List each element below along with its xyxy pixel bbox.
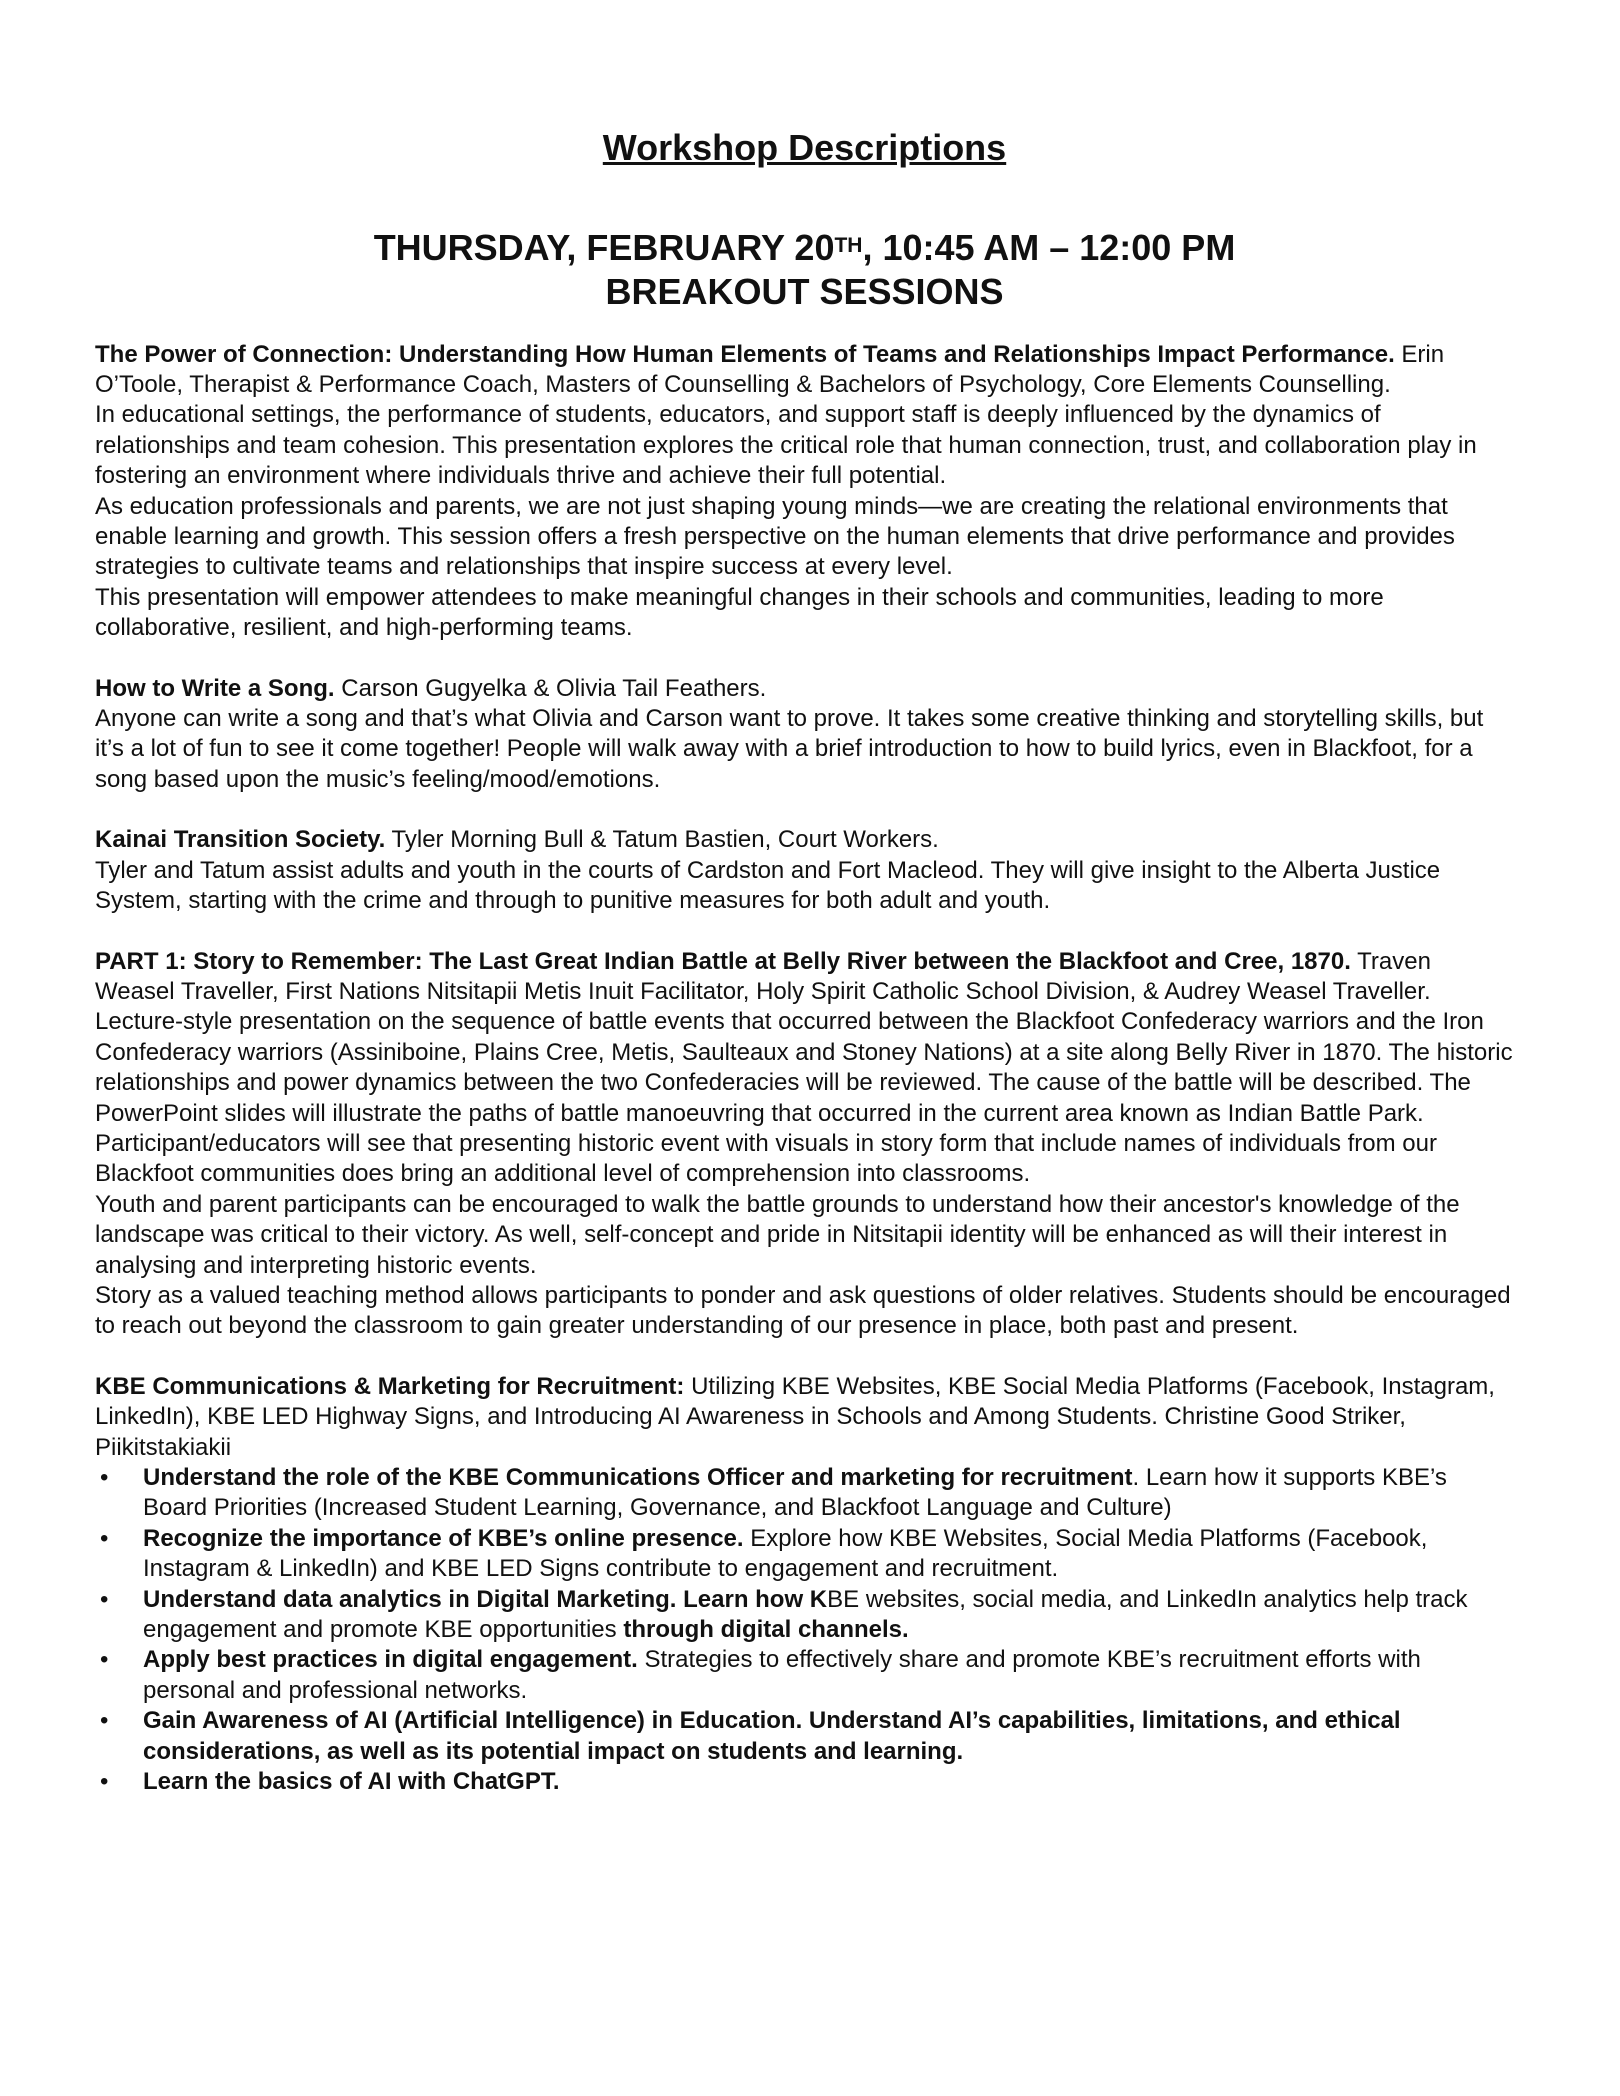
session-header [95,340,1514,401]
session-title: Kainai Transition Society. [95,826,386,854]
session-presenters: Erin O’Toole, Therapist & Performance Coach, Masters of Counselling & Bachelors of Psychology, Core Elements Counselling. [95,340,1445,398]
session-paragraph: Tyler and Tatum assist adults and youth in the courts of Cardston and Fort Macleod. They will give insight to the Alberta Justice System, starting with the crime and through to punitive measures for both adult and youth. [95,856,1441,915]
bullet-text: Explore how KBE Websites, Social Media Platforms (Facebook, Instagram & LinkedIn) and KBE LED Signs contribute to engagement and recruitment. [143,1524,1428,1583]
session-header [95,1372,1514,1463]
bullet-icon: • [100,1464,109,1491]
session-presenters: Carson Gugyelka & Olivia Tail Feathers. [334,674,767,702]
bullet-bold: Learn the basics of AI with ChatGPT. [143,1768,560,1796]
session-title: The Power of Connection: Understanding How Human Elements of Teams and Relationships Impact Performance. [95,340,1395,368]
date-time-range: , 10:45 AM – 12:00 PM [862,226,1236,268]
list-item [95,1524,1514,1585]
session-title: How to Write a Song. [95,674,335,702]
session-paragraph: Story as a valued teaching method allows participants to ponder and ask questions of older relatives. Students should be encouraged to reach out beyond the classroom to gain greater understanding of our presence in place, both past and present. [95,1281,1511,1340]
session-intro: Utilizing KBE Websites, KBE Social Media Platforms (Facebook, Instagram, LinkedIn), KBE LED Highway Signs, and Introducing AI Awareness in Schools and Among Students. Christine Good Striker, Piikitstakiakii [95,1372,1495,1461]
date-main: THURSDAY, FEBRUARY 20 [373,226,835,268]
session-paragraph: This presentation will empower attendees to make meaningful changes in their schools and communities, leading to more collaborative, resilient, and high-performing teams. [95,583,1384,642]
list-item [95,1585,1514,1646]
session-header [95,674,1514,704]
sessions-list [95,340,1514,1798]
bullet-text: BE websites, social media, and LinkedIn analytics help track engagement and promote KBE opportunities [143,1585,1468,1644]
session-story-to-remember [95,947,1514,1342]
bullet-bold-end: through digital channels. [623,1616,909,1644]
session-paragraph: Participant/educators will see that presenting historic event with visuals in story form that include names of individuals from our Blackfoot communities does bring an additional level of comprehension into classrooms. [95,1129,1437,1188]
bullet-icon: • [100,1707,109,1735]
session-kbe-communications [95,1372,1514,1798]
list-item [95,1645,1514,1706]
session-kainai-transition-society [95,825,1514,916]
list-item [95,1706,1514,1767]
session-power-of-connection [95,340,1514,644]
bullet-bold: Gain Awareness of AI (Artificial Intelligence) in Education. Understand AI’s capabilities, limitations, and ethical considerations, as well as its potential impact on students and learning. [143,1707,1401,1765]
session-presenters: Traven Weasel Traveller, First Nations Nitsitapii Metis Inuit Facilitator, Holy Spirit Catholic School Division, & Audrey Weasel Traveller. [95,947,1431,1005]
session-title: PART 1: Story to Remember: The Last Great Indian Battle at Belly River between the Blackfoot and Cree, 1870. [95,947,1351,975]
session-paragraph: Anyone can write a song and that’s what Olivia and Carson want to prove. It takes some creative thinking and storytelling skills, but it’s a lot of fun to see it come together! People will walk away with a brief introduction to how to build lyrics, even in Blackfoot, for a song based upon the music’s feeling/mood/emotions. [95,705,1484,793]
bullet-bold: Recognize the importance of KBE’s online presence. [143,1524,744,1552]
bullet-icon: • [100,1768,109,1796]
bullet-bold: Apply best practices in digital engagement. [143,1646,638,1674]
bullet-icon: • [100,1646,109,1674]
kbe-bullet-list [95,1463,1514,1797]
bullet-bold: Understand data analytics in Digital Marketing. Learn how K [143,1585,828,1613]
session-paragraph: Lecture-style presentation on the sequence of battle events that occurred between the Blackfoot Confederacy warriors and the Iron Confederacy warriors (Assiniboine, Plains Cree, Metis, Saulteaux and Stoney Nations) at a site along Belly River in 1870. The historic relationships and power dynamics between the two Confederacies will be reviewed. The cause of the battle will be described. The PowerPoint slides will illustrate the paths of battle manoeuvring that occurred in the current area known as Indian Battle Park. [95,1008,1513,1127]
bullet-icon: • [100,1524,109,1552]
bullet-text: . Learn how it supports KBE’s Board Priorities (Increased Student Learning, Governance, and Blackfoot Language and Culture) [143,1464,1447,1522]
document-title: Workshop Descriptions [602,127,1007,168]
list-item [95,1767,1514,1797]
bullet-bold: Understand the role of the KBE Communications Officer and marketing for recruitment [143,1464,1133,1491]
date-ordinal-suffix: TH [834,233,863,257]
session-write-a-song [95,674,1514,796]
session-paragraph: As education professionals and parents, we are not just shaping young minds—we are creating the relational environments that enable learning and growth. This session offers a fresh perspective on the human elements that drive performance and provides strategies to cultivate teams and relationships that inspire success at every level. [95,492,1455,581]
session-date-time [95,226,1514,270]
bullet-icon: • [100,1585,109,1613]
session-header [95,825,1514,855]
session-title: KBE Communications & Marketing for Recruitment: [95,1372,685,1400]
session-header [95,947,1514,1008]
bullet-text: Strategies to effectively share and promote KBE’s recruitment efforts with personal and professional networks. [143,1646,1421,1704]
session-paragraph: Youth and parent participants can be encouraged to walk the battle grounds to understand how their ancestor's knowledge of the landscape was critical to their victory. As well, self-concept and pride in Nitsitapii identity will be enhanced as will their interest in analysing and interpreting historic events. [95,1190,1460,1279]
session-paragraph: In educational settings, the performance of students, educators, and support staff is deeply influenced by the dynamics of relationships and team cohesion. This presentation explores the critical role that human connection, trust, and collaboration play in fostering an environment where individuals thrive and achieve their full potential. [95,401,1477,490]
list-item [95,1463,1514,1524]
sessions-heading: BREAKOUT SESSIONS [605,270,1004,312]
session-presenters: Tyler Morning Bull & Tatum Bastien, Court Workers. [385,826,939,854]
